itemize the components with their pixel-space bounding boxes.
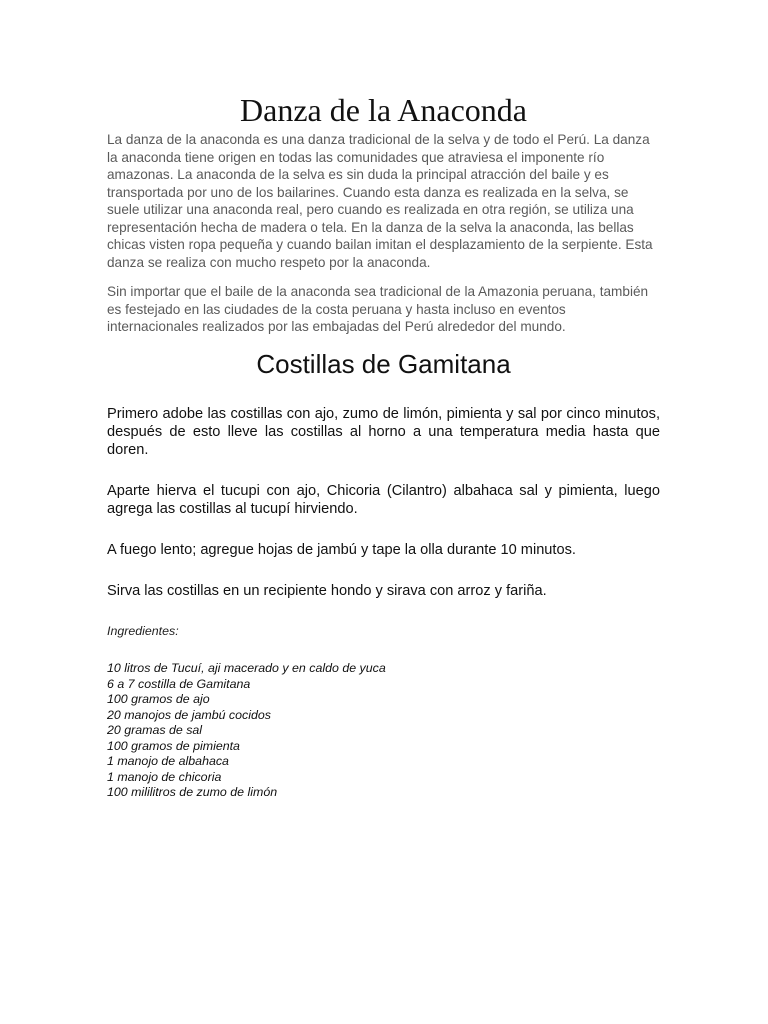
ingredient-item: 1 manojo de albahaca <box>107 754 229 768</box>
recipe-step-4: Sirva las costillas en un recipiente hondo y sirava con arroz y fariña. <box>107 583 547 599</box>
recipe-step-2: Aparte hierva el tucupi con ajo, Chicoria (Cilantro) albahaca sal y pimienta, luego agrega las costillas al tucupí hirviendo. <box>107 483 660 517</box>
ingredient-item: 100 gramos de pimienta <box>107 738 240 753</box>
ingredient-item: 20 gramas de sal <box>107 723 203 737</box>
section-title-costillas: Costillas de Gamitana <box>256 349 511 379</box>
recipe-step-3: A fuego lento; agregue hojas de jambú y tape la olla durante 10 minutos. <box>107 542 576 558</box>
section-title-danza: Danza de la Anaconda <box>240 92 527 128</box>
ingredient-item: 100 mililitros de zumo de limón <box>107 785 278 799</box>
ingredient-item: 6 a 7 costilla de Gamitana <box>107 676 251 691</box>
ingredient-item: 20 manojos de jambú cocidos <box>107 707 271 722</box>
ingredient-item: 10 litros de Tucuí, aji macerado y en caldo de yuca <box>107 661 386 675</box>
ingredients-label: Ingredientes: <box>107 624 179 638</box>
ingredient-item: 100 gramos de ajo <box>107 692 210 706</box>
paragraph-danza-1: La danza de la anaconda es una danza tradicional de la selva y de todo el Perú. La danza la anaconda tiene origen en todas las comunidades que atraviesa el imponente río amazonas. La anaconda de la selva es sin duda la principal atracción del baile y es transportada por uno de los bailarines. Cuando esta danza es realizada en la selva, se suele utilizar una anaconda real, pero cuando es realizada en otra región, se utiliza una representación hecha de madera o tela. En la danza de la selva la anaconda, las bellas chicas visten ropa pequeña y cuando bailan imitan el desplazamiento de la serpiente. Esta danza se realiza con mucho respeto por la anaconda. <box>107 132 653 270</box>
paragraph-danza-2: Sin importar que el baile de la anaconda sea tradicional de la Amazonia peruana, también es festejado en las ciudades de la costa peruana y hasta incluso en eventos internacionales realizados por las embajadas del Perú alrededor del mundo. <box>107 284 649 334</box>
ingredient-item: 1 manojo de chicoria <box>107 769 222 784</box>
recipe-step-1: Primero adobe las costillas con ajo, zumo de limón, pimienta y sal por cinco minutos, después de esto lleve las costillas al horno a una temperatura media hasta que doren. <box>107 406 660 458</box>
ingredients-list <box>107 661 386 801</box>
